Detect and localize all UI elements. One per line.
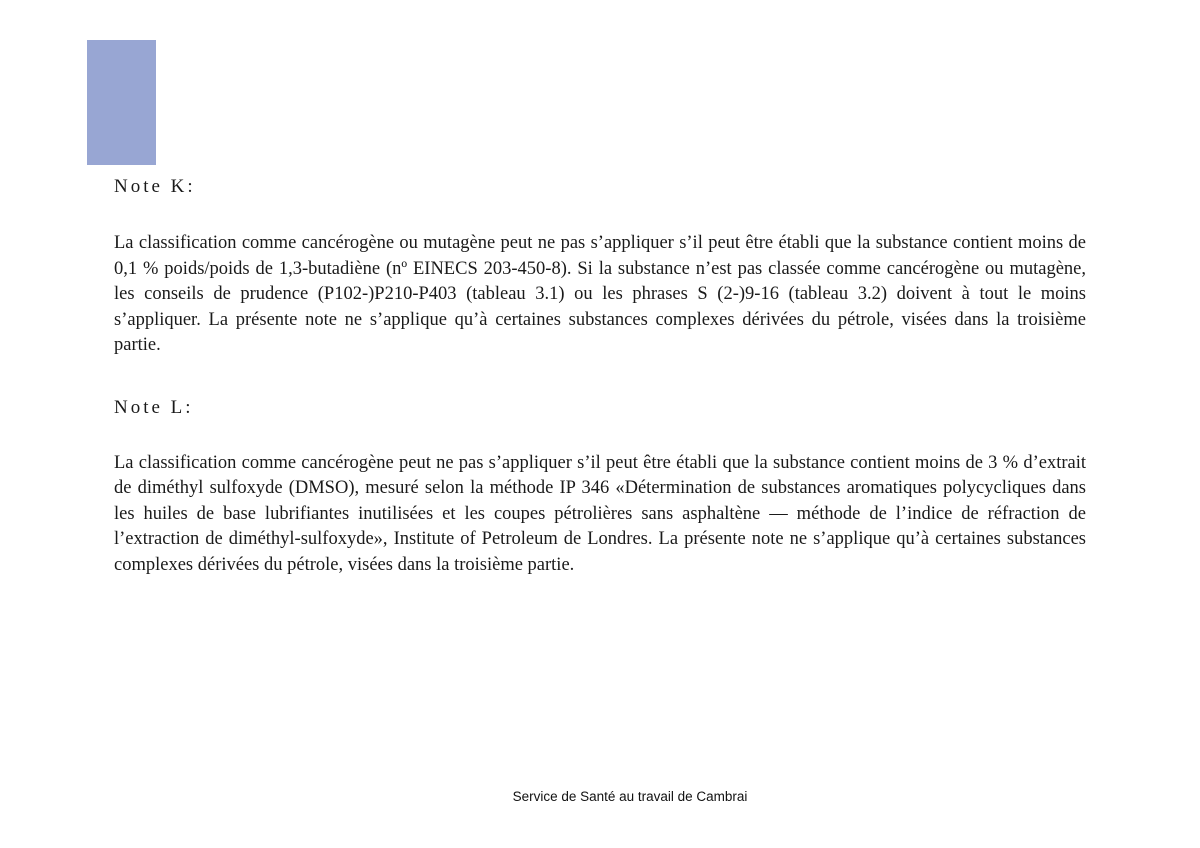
note-l-heading: Note L: [114,396,194,418]
notes-content [114,174,1086,578]
note-k-heading: Note K: [114,176,196,197]
page-footer: Service de Santé au travail de Cambrai [512,789,748,804]
note-l-body: La classification comme cancérogène peut ne pas s’appliquer s’il peut être établi que la substance contient moins de 3 % d’extrait de diméthyl sulfoxyde (DMSO), mesuré selon la méthode IP 346 «Détermination de substances aromatiques polycycliques dans les huiles de base lubrifiantes inutilisées et les coupes pétrolières sans asphaltène — méthode de l’indice de réfraction de l’extraction de diméthyl-sulfoxyde», Institute of Petroleum de Londres. La présente note ne s’applique qu’à certaines substances complexes dérivées du pétrole, visées dans la troisième partie. [114,452,1086,575]
decorative-accent-block [87,40,156,165]
note-k-body: La classification comme cancérogène ou mutagène peut ne pas s’appliquer s’il peut être établi que la substance contient moins de 0,1 % poids/poids de 1,3-butadiène (nº EINECS 203-450-8). Si la substance n’est pas classée comme cancérogène ou mutagène, les conseils de prudence (P102-)P210-P403 (tableau 3.1) ou les phrases S (2-)9-16 (tableau 3.2) doivent à tout le moins s’appliquer. La présente note ne s’applique qu’à certaines substances complexes dérivées du pétrole, visées dans la troisième partie. [114,233,1086,355]
